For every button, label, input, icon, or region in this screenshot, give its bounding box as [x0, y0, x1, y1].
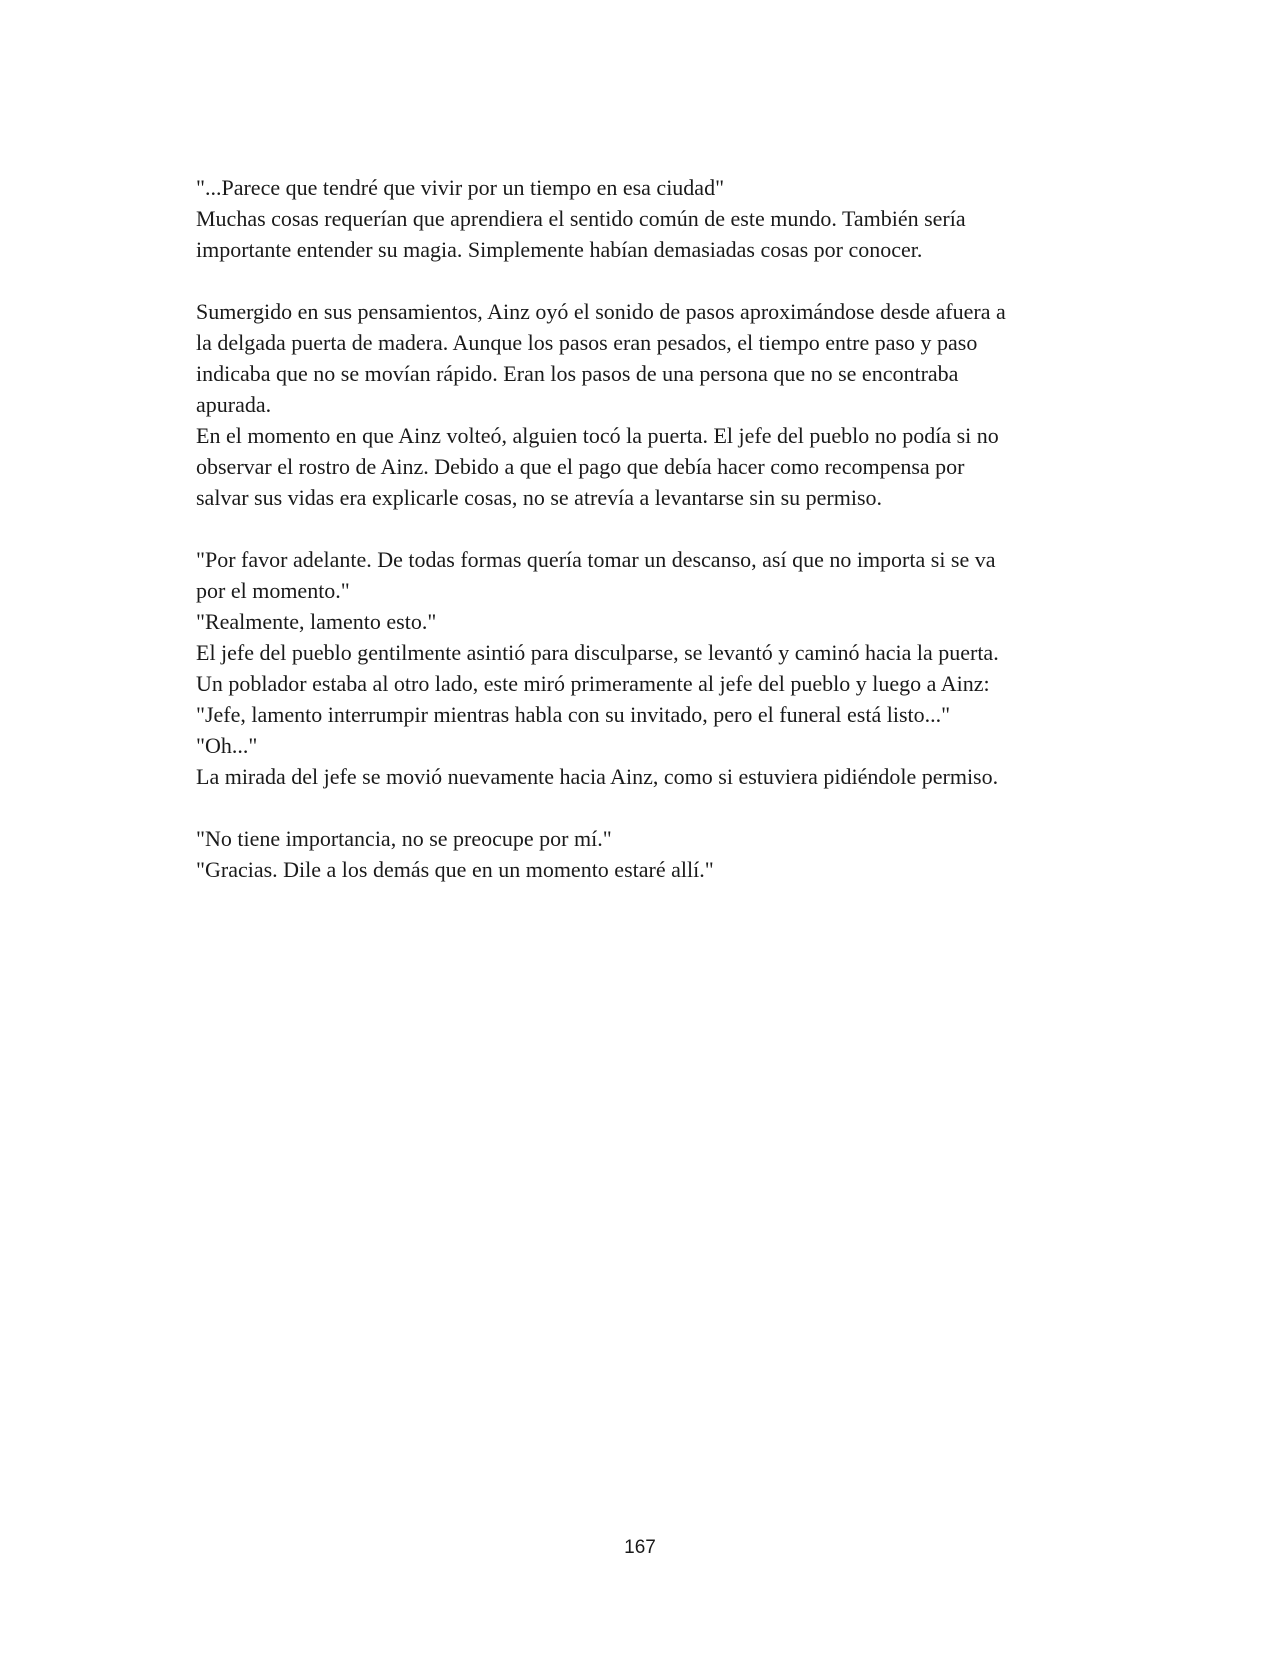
body-text	[196, 172, 1096, 885]
text-line: "...Parece que tendré que vivir por un tiempo en esa ciudad"	[196, 175, 725, 200]
text-line: observar el rostro de Ainz. Debido a que el pago que debía hacer como recompensa por	[196, 454, 965, 479]
page-number: 167	[624, 1537, 656, 1558]
text-line: por el momento."	[196, 578, 350, 603]
text-line: La mirada del jefe se movió nuevamente hacia Ainz, como si estuviera pidiéndole permiso.	[196, 764, 999, 789]
text-line: Un poblador estaba al otro lado, este miró primeramente al jefe del pueblo y luego a Ainz:	[196, 671, 990, 696]
paragraph-gap	[196, 513, 1096, 544]
text-line: apurada.	[196, 392, 272, 417]
text-line: "Oh..."	[196, 733, 258, 758]
text-line: "Gracias. Dile a los demás que en un momento estaré allí."	[196, 857, 714, 882]
paragraph-gap	[196, 265, 1096, 296]
text-line: la delgada puerta de madera. Aunque los pasos eran pesados, el tiempo entre paso y paso	[196, 330, 978, 355]
text-line: Sumergido en sus pensamientos, Ainz oyó el sonido de pasos aproximándose desde afuera a	[196, 299, 1006, 324]
text-line: "Realmente, lamento esto."	[196, 609, 437, 634]
text-line: En el momento en que Ainz volteó, alguien tocó la puerta. El jefe del pueblo no podía si no	[196, 423, 999, 448]
text-line: "Por favor adelante. De todas formas quería tomar un descanso, así que no importa si se va	[196, 547, 996, 572]
text-line: El jefe del pueblo gentilmente asintió para disculparse, se levantó y caminó hacia la puerta.	[196, 640, 999, 665]
text-line: "No tiene importancia, no se preocupe por mí."	[196, 826, 612, 851]
text-line: importante entender su magia. Simplemente habían demasiadas cosas por conocer.	[196, 237, 923, 262]
paragraph-gap	[196, 792, 1096, 823]
text-line: Muchas cosas requerían que aprendiera el sentido común de este mundo. También sería	[196, 206, 966, 231]
text-line: salvar sus vidas era explicarle cosas, no se atrevía a levantarse sin su permiso.	[196, 485, 883, 510]
text-line: indicaba que no se movían rápido. Eran los pasos de una persona que no se encontraba	[196, 361, 959, 386]
text-line: "Jefe, lamento interrumpir mientras habla con su invitado, pero el funeral está listo..."	[196, 702, 951, 727]
